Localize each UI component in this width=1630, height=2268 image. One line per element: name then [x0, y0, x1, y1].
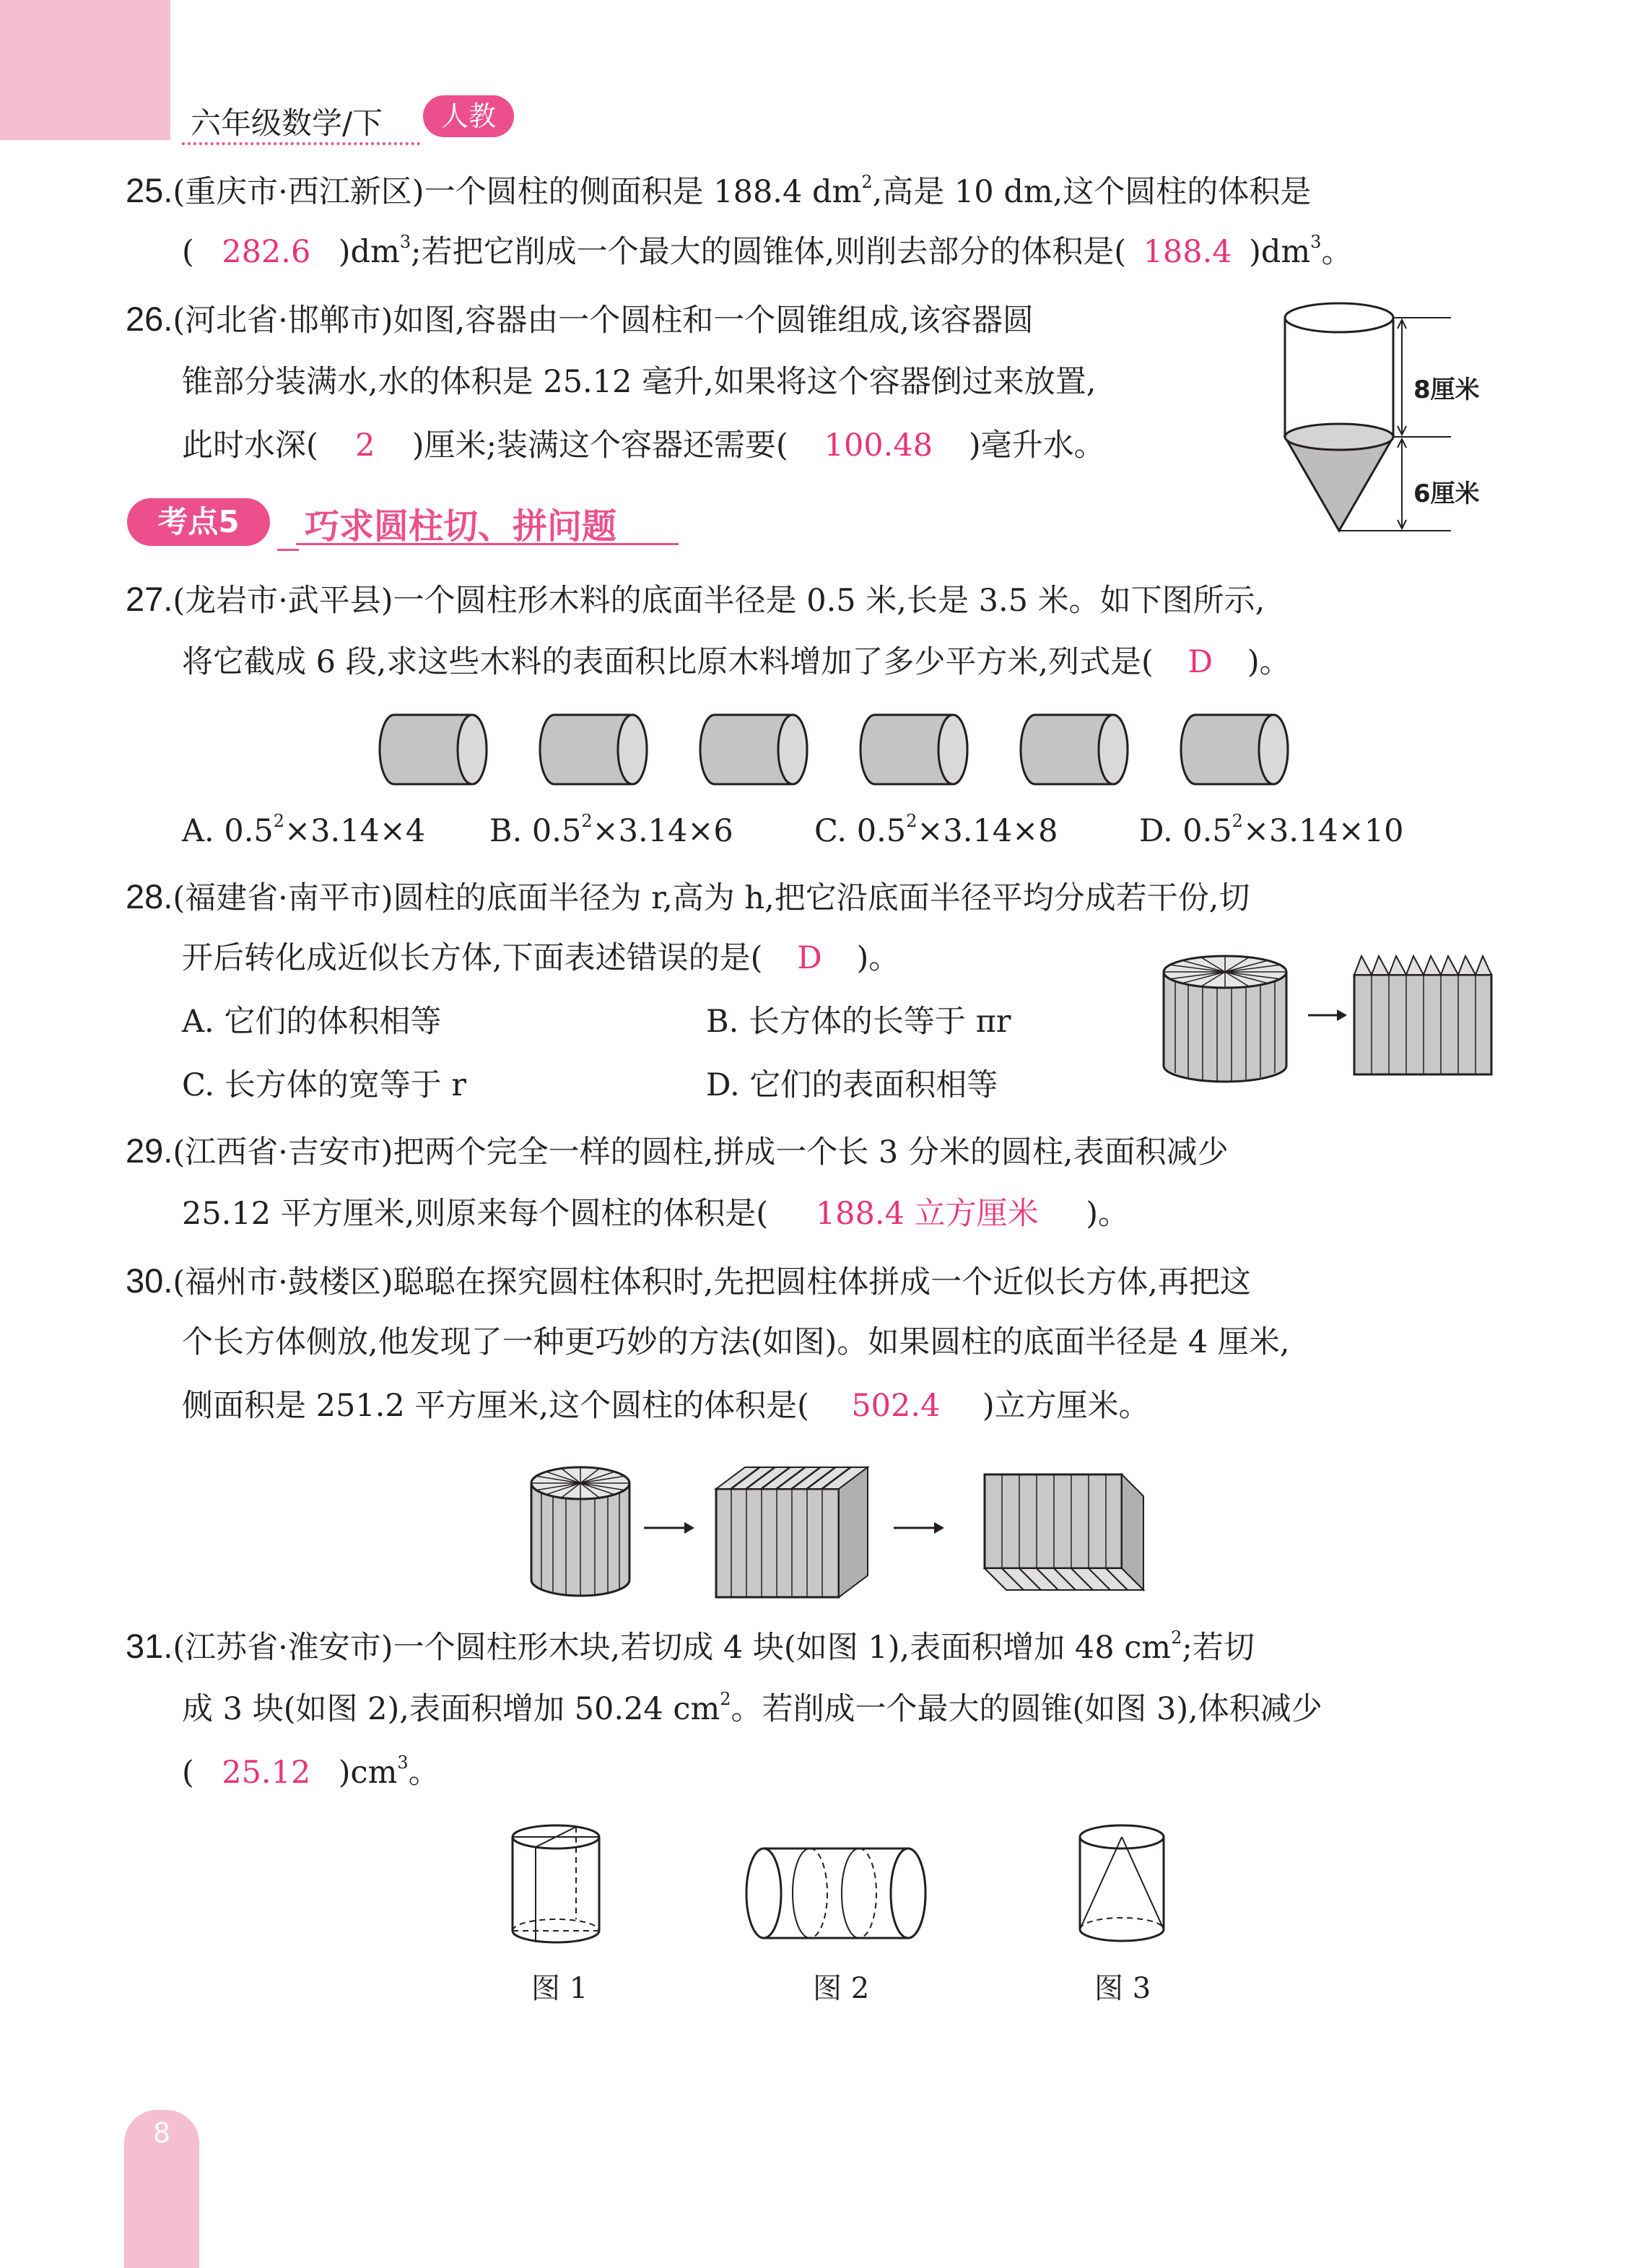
header-pink-tab: [0, 0, 170, 140]
q31-answer: 25.12: [222, 1755, 311, 1791]
q30-line3: 侧面积是 251.2 平方厘米,这个圆柱的体积是( 502.4 )立方厘米。: [182, 1388, 1150, 1424]
q28-number: 28.: [126, 877, 173, 916]
q29-answer: 188.4 立方厘米: [815, 1196, 1039, 1232]
q31-line1: 31.(江苏省·淮安市)一个圆柱形木块,若切成 4 块(如图 1),表面积增加 48 $cm^2$;若切: [126, 1627, 1255, 1666]
q25-number: 25.: [126, 171, 173, 209]
q26-number: 26.: [126, 300, 173, 338]
q27-number: 27.: [126, 580, 173, 618]
q27-answer: D: [1187, 644, 1213, 680]
q29-line1: 29.(江西省·吉安市)把两个完全一样的圆柱,拼成一个长 3 分米的圆柱,表面积减少: [126, 1131, 1229, 1170]
q25-line2: ( 282.6 )$dm^3$;若把它削成一个最大的圆锥体,则削去部分的体积是( 188.4 )$dm^3$。: [182, 232, 1353, 270]
q26-label-6cm: 6厘米: [1413, 479, 1480, 508]
q31-number: 31.: [126, 1627, 173, 1665]
q28-cylinder-to-cuboid-figure: [1158, 943, 1504, 1087]
q25-answer-2: 188.4: [1143, 234, 1232, 270]
q30-cylinder-transform-figure: [528, 1453, 1164, 1612]
page-number: 8: [152, 2117, 171, 2149]
q28-answer: D: [797, 940, 822, 976]
q26-answer-2: 100.48: [824, 427, 933, 464]
q31-figure-2: [744, 1846, 931, 1947]
q25-answer-1: 282.6: [222, 234, 311, 270]
q27-option-c: C. $0.5^2\times 3.14\times 8$: [814, 811, 1058, 849]
q28-line2: 开后转化成近似长方体,下面表述错误的是( D )。: [182, 940, 900, 976]
q25-line1: 25.(重庆市·西江新区)一个圆柱的侧面积是 188.4 $dm^2$,高是 10 dm,这个圆柱的体积是: [126, 171, 1312, 210]
section-badge: 考点5: [127, 498, 270, 546]
q27-line2: 将它截成 6 段,求这些木料的表面积比原木料增加了多少平方米,列式是( D )。: [182, 644, 1291, 680]
q27-log-segments-figure: [378, 713, 1302, 793]
book-title: 六年级数学/下: [191, 105, 383, 141]
q31-figure-3: [1076, 1822, 1169, 1945]
q27-line1: 27.(龙岩市·武平县)一个圆柱形木料的底面半径是 0.5 米,长是 3.5 米。如下图所示,: [126, 580, 1265, 619]
q31-line3: ( 25.12 )$cm^3$。: [182, 1752, 440, 1791]
q28-option-d: D. 它们的表面积相等: [706, 1067, 998, 1103]
q26-line2: 锥部分装满水,水的体积是 25.12 毫升,如果将这个容器倒过来放置,: [182, 364, 1097, 400]
q31-figure-1: [510, 1822, 603, 1945]
q27-option-d: D. $0.5^2\times 3.14\times 10$: [1139, 811, 1404, 849]
q30-answer: 502.4: [851, 1388, 941, 1424]
section-underline: [296, 543, 679, 545]
q26-answer-1: 2: [355, 427, 375, 464]
q29-line2: 25.12 平方厘米,则原来每个圆柱的体积是( 188.4 立方厘米 )。: [182, 1196, 1129, 1232]
q30-number: 30.: [126, 1261, 173, 1300]
q28-option-c: C. 长方体的宽等于 r: [182, 1067, 466, 1103]
edition-badge: 人教: [423, 95, 514, 137]
q26-label-8cm: 8厘米: [1413, 375, 1480, 404]
q30-line2: 个长方体侧放,他发现了一种更巧妙的方法(如图)。如果圆柱的底面半径是 4 厘米,: [182, 1324, 1290, 1360]
q26-line3: 此时水深( 2 )厘米;装满这个容器还需要( 100.48 )毫升水。: [182, 427, 1105, 464]
q31-caption-3: 图 3: [1094, 1972, 1151, 2005]
q31-caption-2: 图 2: [813, 1972, 870, 2005]
q31-caption-1: 图 1: [531, 1972, 588, 2005]
q28-option-b: B. 长方体的长等于 πr: [706, 1004, 1011, 1040]
q26-line1: 26.(河北省·邯郸市)如图,容器由一个圆柱和一个圆锥组成,该容器圆: [126, 300, 1034, 339]
q28-option-a: A. 它们的体积相等: [182, 1004, 442, 1040]
q31-line2: 成 3 块(如图 2),表面积增加 50.24 $cm^2$。若削成一个最大的圆锥(如图 3),体积减少: [182, 1689, 1322, 1727]
log-segment: [380, 715, 487, 784]
header-dotted-line: [182, 142, 420, 145]
q27-option-b: B. $0.5^2\times 3.14\times 6$: [489, 811, 733, 849]
q27-option-a: A. $0.5^2\times 3.14\times 4$: [182, 811, 426, 849]
q29-number: 29.: [126, 1131, 173, 1170]
q30-line1: 30.(福州市·鼓楼区)聪聪在探究圆柱体积时,先把圆柱体拼成一个近似长方体,再把这: [126, 1261, 1251, 1300]
q28-line1: 28.(福建省·南平市)圆柱的底面半径为 r,高为 h,把它沿底面半径平均分成若干份,切: [126, 877, 1250, 916]
section-title: 巧求圆柱切、拼问题: [305, 506, 617, 547]
